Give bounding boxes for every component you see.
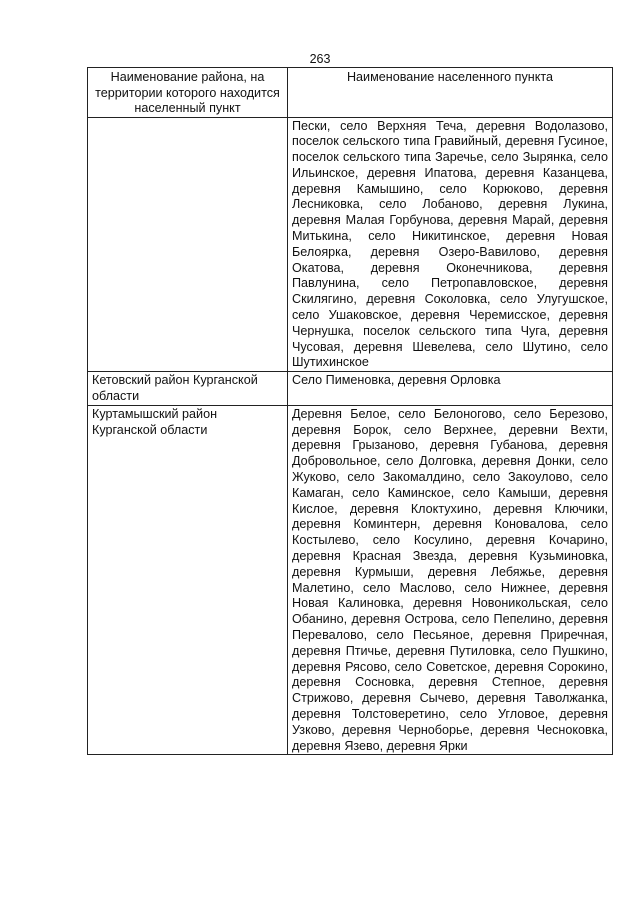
district-cell: Кетовский район Курганской области: [88, 372, 288, 406]
table-row: [88, 372, 613, 406]
header-settlement: Наименование населенного пункта: [288, 68, 613, 118]
header-district: Наименование района, на территории которого находится населенный пункт: [88, 68, 288, 118]
page-number: 263: [309, 52, 331, 66]
settlement-cell: Село Пименовка, деревня Орловка: [288, 372, 613, 406]
settlement-cell: Деревня Белое, село Белоногово, село Березово, деревня Борок, село Верхнее, деревни Вехти, деревня Грызаново, деревня Губанова, деревня Добровольное, село Долговка, деревня Донки, село Жуково, село Закомалдино, село Закоулово, село Камаган, село Каминское, село Камыши, деревня Кислое, деревня Клоктухино, деревня Ключики, деревня Коминтерн, деревня Коновалова, село Костылево, село Косулино, деревня Кочарино, деревня Красная Звезда, деревня Кузьминовка, деревня Курмыши, деревня Лебяжье, деревня Малетино, село Маслово, село Нижнее, деревня Новая Калиновка, деревня Новоникольская, село Обанино, деревня Острова, село Пепелино, деревня Перевалово, село Песьяное, деревня Приречная, деревня Птичье, деревня Путиловка, село Пушкино, деревня Рясово, село Советское, деревня Сорокино, деревня Сосновка, деревня Степное, деревня Стрижово, деревня Сычево, деревня Таволжанка, деревня Толстоверетино, село Угловое, деревня Узково, деревня Черноборье, деревня Чесноковка, деревня Язево, деревня Ярки: [288, 405, 613, 755]
settlement-cell: Пески, село Верхняя Теча, деревня Водолазово, поселок сельского типа Гравийный, деревня Гусиное, поселок сельского типа Заречье, село Зырянка, село Ильинское, деревня Ипатова, деревня Казанцева, деревня Камышино, село Корюково, деревня Лесниковка, село Лобаново, деревня Лукина, деревня Малая Горбунова, деревня Марай, деревня Митькина, село Никитинское, деревня Новая Белоярка, деревня Озеро-Вавилово, деревня Окатова, деревня Оконечникова, деревня Павлунина, село Петропавловское, деревня Скилягино, деревня Соколовка, село Улугушское, село Ушаковское, деревня Черемисское, деревня Чернушка, поселок сельского типа Чуга, деревня Чусовая, деревня Шевелева, село Шутино, село Шутихинское: [288, 117, 613, 372]
table-row: [88, 117, 613, 372]
district-cell: [88, 117, 288, 372]
table-row: [88, 405, 613, 755]
settlements-table: [87, 67, 613, 755]
table-header-row: [88, 68, 613, 118]
district-cell: Куртамышский район Курганской области: [88, 405, 288, 755]
